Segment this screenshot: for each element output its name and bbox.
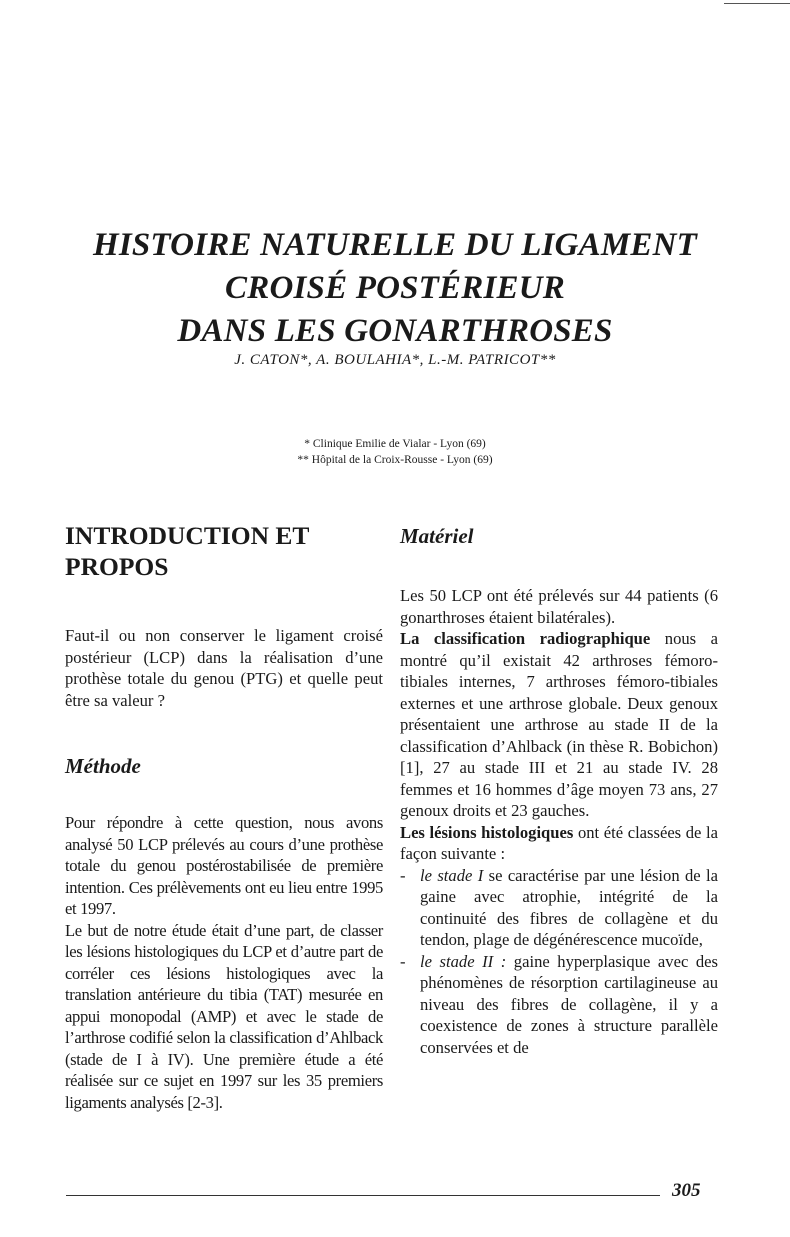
methode-text <box>65 812 383 1113</box>
list-dash: - <box>400 865 406 885</box>
list-item <box>400 951 718 1059</box>
top-rule <box>724 3 790 4</box>
classification-text: nous a montré qu’il existait 42 arthroses fémoro-tibiales internes, 7 arthroses fémoro-tibiales externes et une arthrose globale. Deux genoux présentaient une arthrose au stade II de la classification d’Ahlback (in thèse R. Bobichon) [1], 27 au stade III et 21 au stade IV. 28 femmes et 16 hommes d’âge moyen 73 ans, 27 genoux droits et 23 gauches. <box>400 629 718 820</box>
intro-paragraph-block <box>65 625 383 711</box>
list-item <box>400 865 718 951</box>
materiel-section <box>400 523 718 549</box>
footer-rule <box>66 1195 660 1196</box>
stade-label: le stade I <box>420 865 484 885</box>
stade-label: le stade II : <box>420 951 507 971</box>
affiliation-2: ** Hôpital de la Croix-Rousse - Lyon (69) <box>297 454 493 466</box>
title-line-2: CROISÉ POSTÉRIEUR <box>225 270 565 306</box>
methode-section <box>65 753 383 779</box>
classification-paragraph <box>400 628 718 822</box>
affiliation-1: * Clinique Emilie de Vialar - Lyon (69) <box>304 438 486 450</box>
authors: J. CATON*, A. BOULAHIA*, L.-M. PATRICOT** <box>234 352 556 368</box>
title-line-1: HISTOIRE NATURELLE DU LIGAMENT <box>92 227 698 263</box>
stade-text: se caractérise par une lésion de la gaine avec atrophie, intégrité de la continuité des fibres de collagène et du tendon, plage de dégénérescence mucoïde, <box>420 865 718 949</box>
list-dash: - <box>400 951 406 971</box>
title-line-3: DANS LES GONARTHROSES <box>177 313 613 349</box>
intro-heading: INTRODUCTION ET PROPOS <box>65 521 309 581</box>
lesions-text: ont été classées de la façon suivante : <box>400 822 718 863</box>
classification-bold: La classification radiographique <box>400 629 651 648</box>
methode-paragraph-1: Pour répondre à cette question, nous avons analysé 50 LCP prélevés au cours d’une prothèse totale du genou postérostabilisée de première intention. Ces prélèvements ont eu lieu entre 1995 et 1997. <box>65 813 383 918</box>
intro-section <box>65 520 383 582</box>
intro-paragraph: Faut-il ou non conserver le ligament croisé postérieur (LCP) dans la réalisation d’une prothèse totale du genou (PTG) et quelle peut être sa valeur ? <box>65 626 383 710</box>
materiel-text <box>400 585 718 1058</box>
page-number: 305 <box>672 1180 701 1201</box>
stade-text: gaine hyperplasique avec des phénomènes de résorption cartilagineuse au niveau des fibres de collagène, il y a coexistence de zones à structure parallèle conservées et de <box>420 951 718 1057</box>
methode-heading: Méthode <box>65 754 141 778</box>
lesions-paragraph <box>400 822 718 865</box>
article-title <box>0 224 790 353</box>
lesions-bold: Les lésions histologiques <box>400 822 574 842</box>
methode-paragraph-2: Le but de notre étude était d’une part, de classer les lésions histologiques du LCP et d’autre part de corréler ces lésions histologiques avec la translation antérieure du tibia (TAT) mesurée en appui monopodal (AMP) et avec le stade de l’arthrose codifié selon la classification d’Ahlback (stade de I à IV). Une première étude a été réalisée sur ce sujet en 1997 sur les 35 premiers ligaments analysés [2-3]. <box>65 920 383 1112</box>
affiliations <box>270 436 520 468</box>
materiel-heading: Matériel <box>400 524 474 548</box>
materiel-paragraph-1: Les 50 LCP ont été prélevés sur 44 patients (6 gonarthroses étaient bilatérales). <box>400 586 718 627</box>
